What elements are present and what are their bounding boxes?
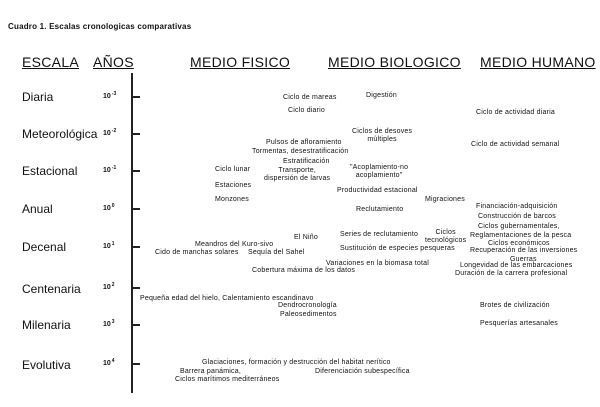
item-ciclos-desoves: Ciclos de desoves múltiples (352, 128, 413, 143)
item-pesquerias-artesanales: Pesquerías artesanales (480, 320, 558, 327)
axis-tick (133, 208, 140, 210)
axis-tick (133, 287, 140, 289)
item-cobertura: Cobertura máxima de los datos (252, 267, 356, 274)
axis-tick (133, 96, 140, 98)
table-caption: Cuadro 1. Escalas cronologicas comparativas (8, 22, 192, 31)
scale-diaria: Diaria (22, 90, 54, 104)
item-estaciones: Estaciones (215, 182, 252, 189)
item-longevidad: Longevidad de las embarcaciones (460, 262, 573, 269)
item-ciclo-diario: Ciclo diario (288, 107, 326, 114)
axis-tick (133, 133, 140, 135)
year-label: $10^{-1}$ (103, 165, 117, 174)
scale-evolutiva: Evolutiva (22, 358, 71, 372)
item-glaciaciones: Glaciaciones, formación y destrucción del habitat nerítico (202, 359, 391, 366)
item-ciclo-lunar: Ciclo lunar (215, 166, 251, 173)
item-construccion-barcos: Construcción de barcos (478, 213, 556, 220)
item-transporte: Transporte, dispersión de larvas (264, 167, 331, 182)
item-recuperacion: Recuperación de las inversiones (470, 247, 578, 254)
item-series-reclutamiento: Series de reclutamiento (340, 231, 419, 238)
item-dendrocronologia: Dendrocronología (278, 302, 337, 309)
year-label: $10^{-3}$ (103, 91, 117, 100)
scale-centenaria: Centenaria (22, 282, 81, 296)
scale-milenaria: Milenaria (22, 318, 71, 332)
item-ciclo-manchas: Cido de manchas solares (155, 249, 239, 256)
year-label: $10^3$ (103, 319, 115, 328)
item-reglamentaciones: Reglamentaciones de la pesca (470, 232, 572, 239)
item-ciclos-economicos: Ciclos económicos (488, 240, 550, 247)
item-digestion: Digestión (366, 92, 397, 99)
item-migraciones: Migraciones (425, 196, 465, 203)
axis-tick (133, 246, 140, 248)
item-paleosedimentos: Paleosedimentos (280, 311, 337, 318)
item-ciclos-mediterraneos: Ciclos marítimos mediterráneos (175, 376, 280, 383)
item-financiacion: Financiación-adquisición (476, 203, 558, 210)
year-label: $10^0$ (103, 203, 115, 212)
axis-tick (133, 170, 140, 172)
item-productividad: Productividad estacional (337, 187, 418, 194)
item-ciclo-actividad-diaria: Ciclo de actividad diaria (476, 109, 555, 116)
scale-estacional: Estacional (22, 164, 78, 178)
item-diferenciacion: Diferenciación subespecífica (315, 368, 410, 375)
item-monzones: Monzones (215, 196, 249, 203)
item-ciclos-gubernamentales: Ciclos gubernamentales, (478, 223, 560, 230)
axis-tick (133, 324, 140, 326)
item-duracion-carrera: Duración de la carrera profesional (455, 270, 568, 277)
item-sustitucion: Sustitución de especies pesqueras (340, 245, 455, 252)
year-label: $10^4$ (103, 358, 115, 367)
year-label: $10^{-2}$ (103, 128, 117, 137)
item-acoplamiento: "Acoplamiento-no acoplamiento" (350, 164, 409, 179)
item-reclutamiento: Reclutamiento (356, 206, 404, 213)
item-variaciones-biomasa: Variaciones en la biomasa total (326, 260, 429, 267)
item-ciclo-actividad-semanal: Ciclo de actividad semanal (471, 141, 560, 148)
year-label: $10^2$ (103, 282, 115, 291)
item-tormentas: Tormentas, desestratificación (252, 148, 349, 155)
item-estratificacion: Estratificación (283, 158, 330, 165)
item-ciclos-tecnologicos: Ciclos tecnológicos (425, 229, 467, 244)
year-label: $10^1$ (103, 241, 115, 250)
item-sequia: Sequía del Sahel (248, 249, 305, 256)
time-axis (131, 73, 133, 393)
header-medio-fisico: MEDIO FISICO (190, 54, 291, 70)
axis-tick (133, 363, 140, 365)
item-pulsos-afloramiento: Pulsos de afloramiento (266, 139, 342, 146)
header-medio-humano: MEDIO HUMANO (480, 54, 596, 70)
header-medio-biologico: MEDIO BIOLOGICO (328, 54, 461, 70)
item-guerras: Guerras (510, 256, 537, 263)
item-el-nino: El Niño (294, 234, 318, 241)
item-barrera-panamica: Barrera panámica, (180, 368, 241, 375)
scale-decenal: Decenal (22, 240, 67, 254)
item-pequena-edad-hielo: Pequeña edad del hielo, Calentamiento escandinavo (140, 295, 314, 302)
item-meandros: Meandros del Kuro-sivo (195, 241, 274, 248)
header-anos: AÑOS (93, 54, 134, 70)
item-brotes-civilizacion: Brotes de civilización (480, 302, 550, 309)
scale-meteorologica: Meteorológica (22, 127, 98, 141)
item-ciclo-mareas: Ciclo de mareas (283, 94, 337, 101)
scale-anual: Anual (22, 202, 53, 216)
header-escala: ESCALA (22, 54, 80, 70)
